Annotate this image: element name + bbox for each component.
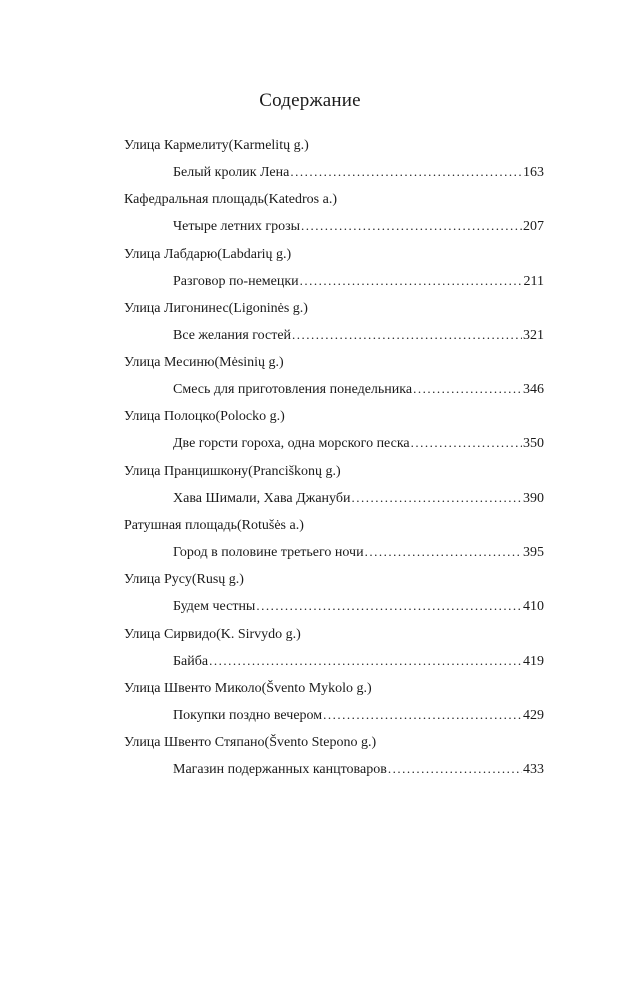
entry-title: Белый кролик Лена bbox=[173, 165, 290, 180]
street-heading: Кафедральная площадь(Katedros a.) bbox=[124, 192, 338, 208]
toc-section bbox=[124, 733, 544, 787]
toc-section bbox=[124, 299, 544, 353]
entry-title: Все желания гостей bbox=[173, 327, 292, 343]
dot-leader bbox=[351, 488, 522, 508]
dot-leader bbox=[292, 325, 522, 345]
street-heading: Улица Лабдарю(Labdarių g.) bbox=[124, 246, 292, 262]
toc-entry[interactable] bbox=[173, 705, 544, 726]
street-heading: Улица Сирвидо(K. Sirvydo g.) bbox=[124, 626, 301, 642]
dot-leader bbox=[290, 162, 522, 182]
toc-section bbox=[124, 570, 544, 624]
toc-section bbox=[124, 625, 544, 679]
page-number: 390 bbox=[523, 490, 544, 506]
toc-entry[interactable] bbox=[173, 271, 544, 292]
toc-section bbox=[124, 679, 544, 733]
entry-title: Покупки поздно вечером bbox=[173, 707, 323, 723]
dot-leader bbox=[413, 379, 522, 399]
street-heading: Улица Кармелиту(Karmelitų g.) bbox=[124, 138, 309, 153]
toc-entry[interactable] bbox=[173, 216, 544, 237]
page-number: 395 bbox=[523, 545, 544, 561]
page-title: Содержание bbox=[259, 90, 361, 111]
page-number: 350 bbox=[523, 436, 544, 452]
toc-entry[interactable] bbox=[173, 596, 544, 617]
entry-title: Байба bbox=[173, 653, 209, 669]
street-heading: Улица Лигонинес(Ligoninės g.) bbox=[124, 300, 308, 316]
entry-title: Город в половине третьего ночи bbox=[173, 545, 364, 561]
dot-leader bbox=[301, 216, 522, 236]
toc-entry[interactable] bbox=[173, 433, 544, 454]
page-number: 321 bbox=[523, 327, 544, 343]
street-heading: Ратушная площадь(Rotušės a.) bbox=[124, 518, 304, 534]
page-number: 410 bbox=[523, 599, 544, 615]
toc-section bbox=[124, 190, 544, 244]
page-number: 211 bbox=[523, 273, 544, 289]
entry-title: Две горсти гороха, одна морского песка bbox=[173, 436, 410, 452]
street-heading: Улица Пранцишкону(Pranciškonų g.) bbox=[124, 463, 341, 479]
entry-title: Магазин подержанных канцтоваров bbox=[173, 762, 387, 778]
dot-leader bbox=[411, 433, 522, 453]
table-of-contents bbox=[124, 136, 544, 788]
entry-title: Хава Шимали, Хава Джануби bbox=[173, 490, 351, 506]
toc-entry[interactable] bbox=[173, 759, 544, 780]
page-number: 163 bbox=[523, 165, 544, 180]
street-heading: Улица Русу(Rusų g.) bbox=[124, 572, 244, 588]
toc-entry[interactable] bbox=[173, 651, 544, 672]
toc-section bbox=[124, 353, 544, 407]
page-number: 429 bbox=[523, 707, 544, 723]
toc-entry[interactable] bbox=[173, 325, 544, 346]
toc-entry[interactable] bbox=[173, 379, 544, 400]
toc-section bbox=[124, 136, 544, 190]
entry-title: Четыре летних грозы bbox=[173, 219, 301, 235]
street-heading: Улица Швенто Стяпано(Švento Stepono g.) bbox=[124, 735, 377, 751]
page-number: 419 bbox=[523, 653, 544, 669]
toc-entry[interactable] bbox=[173, 162, 544, 183]
street-heading: Улица Полоцко(Polocko g.) bbox=[124, 409, 285, 425]
toc-section bbox=[124, 245, 544, 299]
toc-section bbox=[124, 516, 544, 570]
toc-entry[interactable] bbox=[173, 542, 544, 563]
entry-title: Будем честны bbox=[173, 599, 256, 615]
toc-section bbox=[124, 462, 544, 516]
dot-leader bbox=[209, 651, 522, 671]
toc-entry[interactable] bbox=[173, 488, 544, 509]
page-number: 346 bbox=[523, 382, 544, 398]
toc-section bbox=[124, 407, 544, 461]
dot-leader bbox=[256, 596, 522, 616]
dot-leader bbox=[300, 271, 523, 291]
page-number: 207 bbox=[523, 219, 544, 235]
street-heading: Улица Месиню(Mėsinių g.) bbox=[124, 355, 284, 371]
entry-title: Смесь для приготовления понедельника bbox=[173, 382, 413, 398]
street-heading: Улица Швенто Миколо(Švento Mykolo g.) bbox=[124, 680, 372, 696]
entry-title: Разговор по-немецки bbox=[173, 273, 299, 289]
dot-leader bbox=[365, 542, 522, 562]
dot-leader bbox=[388, 759, 522, 779]
dot-leader bbox=[323, 705, 522, 725]
page-number: 433 bbox=[523, 762, 544, 778]
